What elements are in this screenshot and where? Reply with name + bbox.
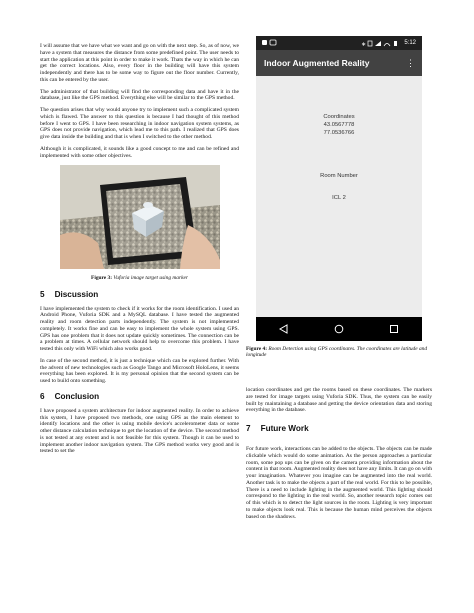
figure4-caption: [246, 346, 432, 359]
notification-icons: [262, 39, 280, 48]
svg-text:∗: ∗: [361, 40, 367, 47]
recents-icon[interactable]: [389, 324, 399, 334]
room-number-label: Room Number: [320, 173, 358, 179]
home-icon[interactable]: [334, 324, 344, 334]
nav-bar: [256, 317, 422, 341]
status-bar: [256, 36, 422, 50]
paragraph: I have proposed a system architecture for indoor augmented reality. In order to achieve this system, I have proposed two methods, one using GPS as the main element to identify locations and the other is using mobile device's accelerometer data or some other distance calculation technique to get the location of the device. The second method is not tested at any extent and is not feasible for this system. Though it can be used to implement another indoor navigation system. The GPS method works very good and is tested to set the: [40, 407, 239, 455]
room-value: ICL 2: [332, 195, 346, 201]
figure3-caption-text: Vuforia image target using marker: [113, 275, 188, 282]
overflow-menu-icon[interactable]: ⋮: [406, 57, 415, 68]
app-content: [256, 76, 422, 316]
section-number: 7: [246, 424, 251, 433]
status-indicators: [361, 40, 416, 47]
figure3-caption-label: Figure 3:: [91, 275, 113, 282]
section-title: Future Work: [260, 424, 309, 433]
section-number: 6: [40, 391, 45, 401]
section-5-heading: [40, 290, 239, 300]
right-column: [246, 387, 432, 525]
figure3-ar-photo: [60, 165, 220, 269]
figure3-caption: [40, 275, 239, 281]
section-7-heading: [246, 424, 432, 434]
section-title: Conclusion: [54, 391, 100, 401]
figure4-caption-text: Room Detection using GPS coordinates. The coordinates are latitude and longitude: [246, 346, 428, 359]
ar-photo-illustration: [60, 165, 220, 269]
clock: 5:12: [404, 40, 416, 46]
app-bar: [256, 50, 422, 76]
notification-icon: [262, 39, 280, 46]
app-title: Indoor Augmented Reality: [264, 58, 370, 68]
paragraph: The administrator of that building will find the corresponding data and have it in the database, just like the GPS method. Everything else will be similar to the GPS method.: [40, 88, 239, 102]
section-6-heading: [40, 392, 239, 402]
paragraph: I will assume that we have what we want and go on with the next step. So, as of now, we have a system that measures the distance from some predefined point. The user needs to start the application at this point in order to make it work. Thats the way in which he can get the correct locations. Also, every floor in the building will have this system independently and there has to be some way to figure out the floor number. Currently, this can be entered by the user.: [40, 43, 239, 83]
longitude-value: 77.0536766: [323, 130, 355, 136]
figure4-phone-screenshot: [256, 36, 422, 341]
paragraph: In case of the second method, it is just a technique which can be explored further. With the advent of new technologies such as Google Tango and Microsoft HoloLens, it seems everything has been explored. It is my personal opinion that the second system can be used to build onto something.: [40, 357, 239, 385]
back-icon[interactable]: [279, 324, 289, 334]
paragraph: I have implemented the system to check if it works for the room identification. I used an Android Phone, Vuforia SDK and a MySQL database. I have tested the augmented reality and room detection parts independently. The system is not implemented completely. It works fine and can be easy to implement the whole system using GPS. GPS has one problem that it does not update quickly sometimes. The connection can be a problem at times. A cellular network should help to overcome this problem. I have tested this only with WiFi which also works good.: [40, 305, 239, 353]
paragraph: For future work, interactions can be added to the objects. The objects can be made clickable which would do some animation. As the person approaches a particular room, some pop ups can be given on the camera providing information about the content in that room. Augmented reality does not have any limits. It can go on with your imagination. Whatever you imagine can be augmented into the real world. Another task is to make the objects a part of the real world. For this to be possible, There is a need to include lighting in the augmented world. This lighting should correspond to the lighting in the real world. So, another research topic comes out of this which is to detect the light sources in the room. Lighting is very important to make objects look real. This is because the human mind perceives the objects based on the shadows.: [246, 446, 432, 520]
figure4-caption-label: Figure 4:: [246, 346, 268, 352]
signal-icons: [361, 40, 401, 47]
latitude-value: 43.0567778: [323, 122, 355, 128]
section-title: Discussion: [54, 289, 99, 299]
coordinates-label: Coordinates: [323, 114, 355, 120]
paragraph: location coordinates and get the rooms based on these coordinates. The markers are tested for image targets using Vuforia SDK. Thus, the system can be easily built by maintaining a database and getting the device orientation data and storing everything in the database.: [246, 387, 432, 414]
paragraph: The question arises that why would anyone try to implement such a complicated system which is flawed. The answer to this question is because I had thought of this method before I went to GPS. I have been researching in indoor navigation system systems, as GPS does not provide navigation, which lead me to this path. I realized that GPS does give data inside the building and that is when I switched to the other method.: [40, 107, 239, 140]
paragraph: Although it is complicated, it sounds like a good concept to me and can be refined and implemented with some other objectives.: [40, 145, 239, 159]
left-column: [40, 43, 239, 460]
section-number: 5: [40, 289, 45, 299]
